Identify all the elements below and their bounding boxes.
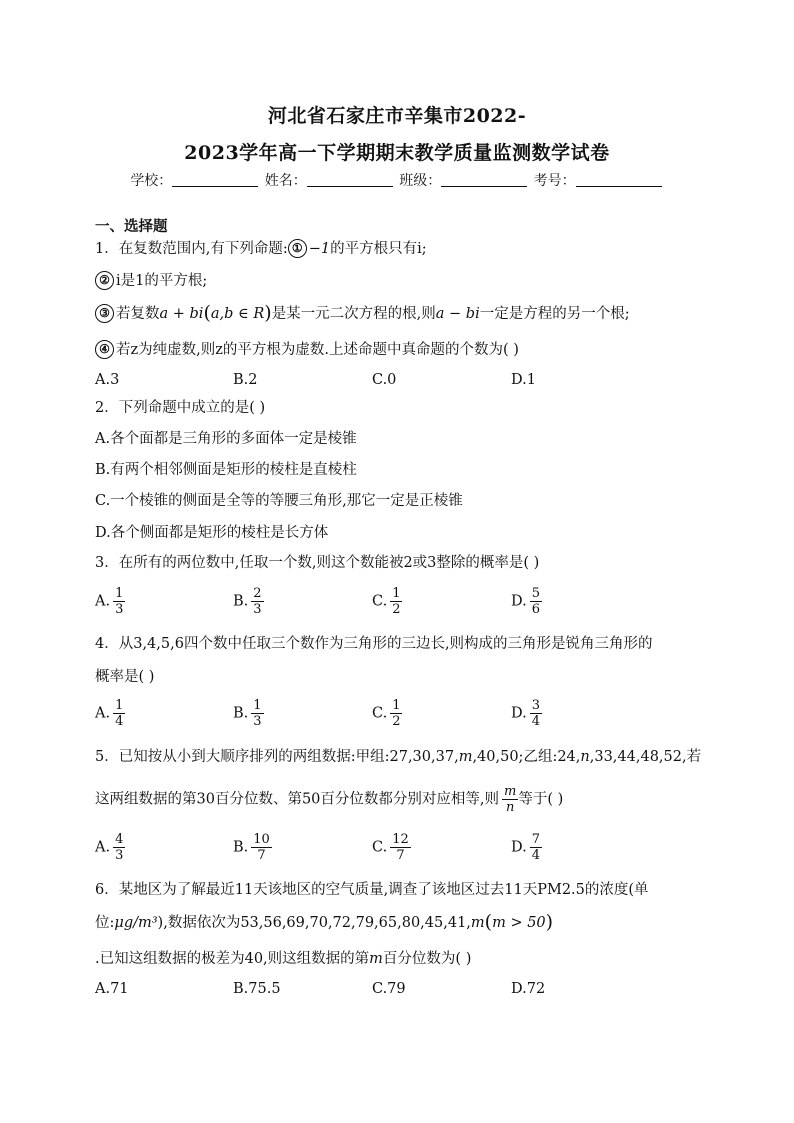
fraction: $\frac{5}{6}$ (531, 586, 540, 617)
circled-2-icon: ② (95, 271, 114, 290)
q5-stem-line-2: 这两组数据的第30百分位数、第50百分位数都分别对应相等,则 $\frac{m}{n}$ 等于( ) (95, 784, 564, 815)
class-blank[interactable] (441, 172, 527, 187)
q5-option-b[interactable]: B. $\frac{10}{7}$ (233, 832, 270, 863)
q1-line-1: 1．在复数范围内,有下列命题: ① −1的平方根只有i; (95, 241, 427, 257)
section-heading: 一、选择题 (95, 218, 168, 235)
q1-option-c[interactable]: C.0 (372, 372, 397, 388)
circled-4-icon: ④ (95, 340, 114, 359)
circled-1-icon: ① (288, 239, 307, 258)
q4-option-b[interactable]: B. $\frac{1}{3}$ (233, 698, 262, 729)
q5-option-a[interactable]: A. $\frac{4}{3}$ (95, 832, 124, 863)
q4-option-d[interactable]: D. $\frac{3}{4}$ (511, 698, 540, 729)
q1-line-4: ④ 若z为纯虚数,则z的平方根为虚数.上述命题中真命题的个数为( ) (95, 340, 519, 360)
class-label: 班级： (399, 173, 442, 189)
fraction: $\frac{1}{2}$ (392, 586, 401, 617)
fraction: $\frac{10}{7}$ (253, 832, 270, 863)
q2-option-d[interactable]: D.各个侧面都是矩形的棱柱是长方体 (95, 525, 329, 541)
name-label: 姓名： (264, 173, 307, 189)
q4-stem-line-1: 4．从3,4,5,6四个数中任取三个数作为三角形的三边长,则构成的三角形是锐角三角形的 (95, 636, 653, 652)
q6-stem-line-3: .已知这组数据的极差为40,则这组数据的第m百分位数为( ) (95, 951, 472, 967)
q1-option-a[interactable]: A.3 (95, 372, 120, 388)
q6-option-c[interactable]: C.79 (372, 981, 406, 997)
fraction: $\frac{1}{4}$ (115, 698, 124, 729)
q3-option-c[interactable]: C. $\frac{1}{2}$ (372, 586, 401, 617)
q6-option-b[interactable]: B.75.5 (233, 981, 281, 997)
q1-line-3: ③ 若复数a + bi(a,b ∈ R)是某一元二次方程的根,则a − bi一定是方程的另一个根; (95, 303, 630, 324)
q3-option-b[interactable]: B. $\frac{2}{3}$ (233, 586, 262, 617)
q3-stem: 3．在所有的两位数中,任取一个数,则这个数能被2或3整除的概率是( ) (95, 555, 540, 571)
q4-option-a[interactable]: A. $\frac{1}{4}$ (95, 698, 124, 729)
name-blank[interactable] (307, 172, 393, 187)
q6-option-a[interactable]: A.71 (95, 981, 129, 997)
q6-stem-line-1: 6．某地区为了解最近11天该地区的空气质量,调查了该地区过去11天PM2.5的浓度(单 (95, 882, 649, 898)
q5-stem-line-1: 5．已知按从小到大顺序排列的两组数据:甲组:27,30,37,m,40,50;乙组:24,n,33,44,48,52,若 (95, 749, 702, 765)
title-line-1: 河北省石家庄市辛集市2022- (267, 105, 527, 127)
q1-line-2: ② i是1的平方根; (95, 271, 207, 291)
q2-stem: 2．下列命题中成立的是( ) (95, 400, 266, 416)
exam-number-label: 考号： (533, 173, 576, 189)
q2-option-c[interactable]: C.一个棱锥的侧面是全等的等腰三角形,那它一定是正棱锥 (95, 493, 463, 509)
circled-3-icon: ③ (95, 304, 114, 323)
q2-option-a[interactable]: A.各个面都是三角形的多面体一定是棱锥 (95, 431, 357, 447)
q1-option-b[interactable]: B.2 (233, 372, 258, 388)
fraction: $\frac{1}{3}$ (115, 586, 124, 617)
school-blank[interactable] (172, 172, 258, 187)
school-label: 学校： (130, 173, 173, 189)
fraction: $\frac{2}{3}$ (253, 586, 262, 617)
exam-number-blank[interactable] (576, 172, 662, 187)
fraction: $\frac{3}{4}$ (531, 698, 540, 729)
q4-option-c[interactable]: C. $\frac{1}{2}$ (372, 698, 401, 729)
student-info-row (0, 170, 794, 190)
q3-option-d[interactable]: D. $\frac{5}{6}$ (511, 586, 540, 617)
title-line-2: 2023学年高一下学期期末教学质量监测数学试卷 (184, 142, 610, 164)
q1-option-d[interactable]: D.1 (511, 372, 536, 388)
fraction: $\frac{7}{4}$ (531, 832, 540, 863)
fraction: $\frac{1}{3}$ (253, 698, 262, 729)
q3-option-a[interactable]: A. $\frac{1}{3}$ (95, 586, 124, 617)
fraction: $\frac{1}{2}$ (392, 698, 401, 729)
q6-stem-line-2: 位:μg/m³),数据依次为53,56,69,70,72,79,65,80,45,41,m(m > 50) (95, 911, 554, 933)
q5-option-c[interactable]: C. $\frac{12}{7}$ (372, 832, 409, 863)
fraction-m-over-n: $\frac{m}{n}$ (504, 784, 517, 815)
q4-stem-line-2: 概率是( ) (95, 669, 155, 685)
q6-option-d[interactable]: D.72 (511, 981, 546, 997)
fraction: $\frac{12}{7}$ (392, 832, 409, 863)
q2-option-b[interactable]: B.有两个相邻侧面是矩形的棱柱是直棱柱 (95, 462, 357, 478)
q5-option-d[interactable]: D. $\frac{7}{4}$ (511, 832, 540, 863)
fraction: $\frac{4}{3}$ (115, 832, 124, 863)
